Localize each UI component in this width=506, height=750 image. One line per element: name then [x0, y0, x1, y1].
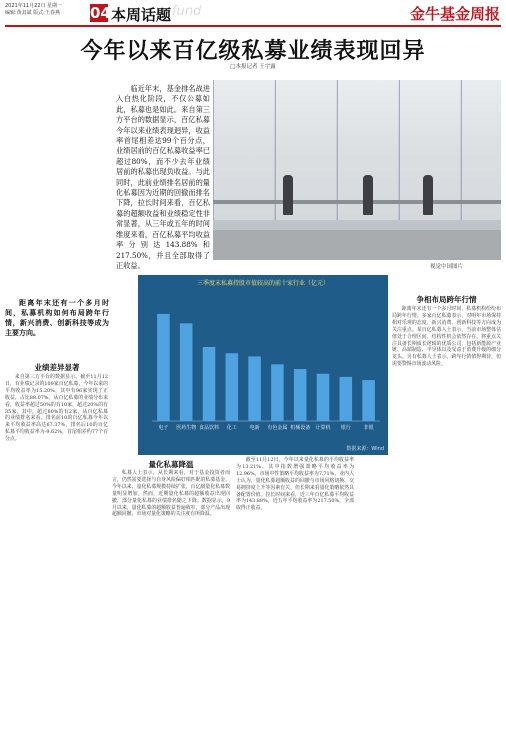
- issue-date: 2021年11月22日 星期一: [5, 3, 63, 9]
- photo-caption: 视觉中国图片: [430, 264, 464, 270]
- subhead-quant: 量化私募降温: [148, 460, 194, 469]
- x-tick-label: 非银: [363, 425, 374, 431]
- chart-source: 数据来源：Wind: [346, 446, 384, 452]
- x-tick-label: 化工: [226, 425, 237, 431]
- x-tick-label: 电子: [158, 425, 169, 431]
- column-4: 距离年末还有一个多月时间，私募机构纷纷布局跨年行情。多家百亿私募表示，对明年市场保持相对乐观的态度，新兴消费、创新科技等方向成为关注重点。某百亿私募人士表示，当前市场整体估值处于合理区间，结构性机会依然存在，将重点关注具备长期成长逻辑的优质公司，包括新能源产业链、高端制造、半导体以及受益于消费升级的细分龙头。另有私募人士表示，跨年行情值得期待，但需要警惕市场波动风险。: [392, 306, 501, 368]
- header-rule: [5, 25, 501, 27]
- railing: [213, 200, 501, 204]
- x-tick-label: 有色金属: [267, 425, 288, 431]
- bar-计算机: [317, 374, 330, 421]
- x-tick-label: 银行: [340, 425, 351, 431]
- bar-化工: [226, 353, 239, 421]
- byline: □本报记者 王宇露: [230, 64, 276, 70]
- subhead-layout: 争相布局跨年行情: [416, 295, 477, 304]
- article-title: 今年以来百亿级私募业绩表现回异: [80, 39, 426, 64]
- x-tick-label: 机械设备: [290, 425, 311, 431]
- chart-plot: [138, 287, 388, 447]
- news-photo: [213, 80, 501, 260]
- person-silhouette: [363, 175, 373, 215]
- bar-电子: [157, 314, 170, 421]
- window-pane: [213, 80, 274, 220]
- newspaper-brand: 金牛基金周报: [409, 5, 500, 23]
- window-pane: [461, 80, 501, 220]
- issue-meta: [5, 3, 85, 17]
- x-tick-label: 计算机: [315, 425, 331, 431]
- subhead-performance: 业绩差异显著: [34, 363, 80, 372]
- bar-非银: [362, 380, 375, 421]
- bar-有色金属: [271, 364, 284, 421]
- bar-食品饮料: [203, 347, 216, 421]
- chart-title: 三季度末私募持股市值较高的前十家行业（亿元）: [196, 280, 329, 287]
- bar-医药生物: [180, 323, 193, 421]
- x-tick-label: 食品饮料: [198, 425, 220, 431]
- industry-bar-chart: [138, 275, 388, 455]
- x-tick-label: 电新: [249, 425, 260, 431]
- column-1: 来自第三方平台的数据显示，截至11月12日，有业绩记录的109家百亿私募，今年以来的平均收益率为15.20%，其中有96家实现了正收益，占比88.07%。从百亿私募的业绩分布来看，收益率超过50%的有10家，超过20%的有35家，其中，超过80%的有2家。从百亿私募的业绩排名来看，排名前10的百亿私募今年以来平均收益率高达67.37%，排名后10的百亿私募平均收益率为-9.62%，首尾相差约77个百分点。: [5, 374, 108, 443]
- column-3: 截至11月12日，今年以来量化私募的平均收益率为13.21%，其中指数增强策略平均收益率为12.96%，市场中性策略平均收益率为7.71%。业内人士认为，量化私募超额收益的回撤与市场风格切换、交易拥挤度上升等因素有关，但长期来看量化策略依然具备配置价值。拉长时间来看，近三年百亿私募平均收益率为143.88%，近五年平均收益率为217.50%，全部取得正收益。: [236, 457, 354, 512]
- bar-电新: [248, 356, 261, 421]
- section-number: 04: [90, 4, 111, 22]
- section-name: 本周话题: [111, 6, 172, 24]
- lead-paragraph: 临近年末，基金排名战进入白热化阶段，不仅公募如此，私募也是如此。来自第三方平台的数据显示，百亿私募今年以来业绩表现迥异，收益率首尾相差达99个百分点，业绩居前的百亿私募收益率已超过80%，而不少去年业绩居前的私募出现负收益。与此同时，此前业绩排名居前的量化私募因为近期的回撤而排名下降，拉长时间来看，百亿私募的超额收益和业绩稳定性非常显著，从三年或五年的时间维度来看，百亿私募平均收益率分别达143.88%和217.50%，并且全部取得了正收益。: [116, 84, 210, 270]
- floor: [213, 230, 501, 260]
- pull-quote: 距离年末还有一个多月时间，私募机构如何布局跨年行情，新兴消费、创新科技等成为主要方向。: [5, 298, 109, 337]
- editors: 编辑:黄其斌 版式:王春燕: [5, 10, 60, 16]
- person-silhouette: [423, 175, 433, 215]
- person-silhouette: [283, 175, 293, 215]
- bar-银行: [340, 377, 353, 421]
- x-tick-label: 医药生物: [176, 425, 197, 431]
- bar-机械设备: [294, 369, 307, 421]
- section-english: fund: [172, 4, 202, 19]
- column-2: 私募人士表示，从长期来看，对于基金投资者而言，仍然需要选择与自身风险偏好相匹配的私募基金。今年以来，量化私募规模持续扩张，百亿级量化私募数量明显增加。然而，近期量化私募的超额收益出现回撤，部分量化私募的业绩排名随之下降。数据显示，9月以来，量化私募的超额收益普遍收窄，部分产品出现超额回撤，市场对量化策略的关注度有所降温。: [112, 470, 230, 518]
